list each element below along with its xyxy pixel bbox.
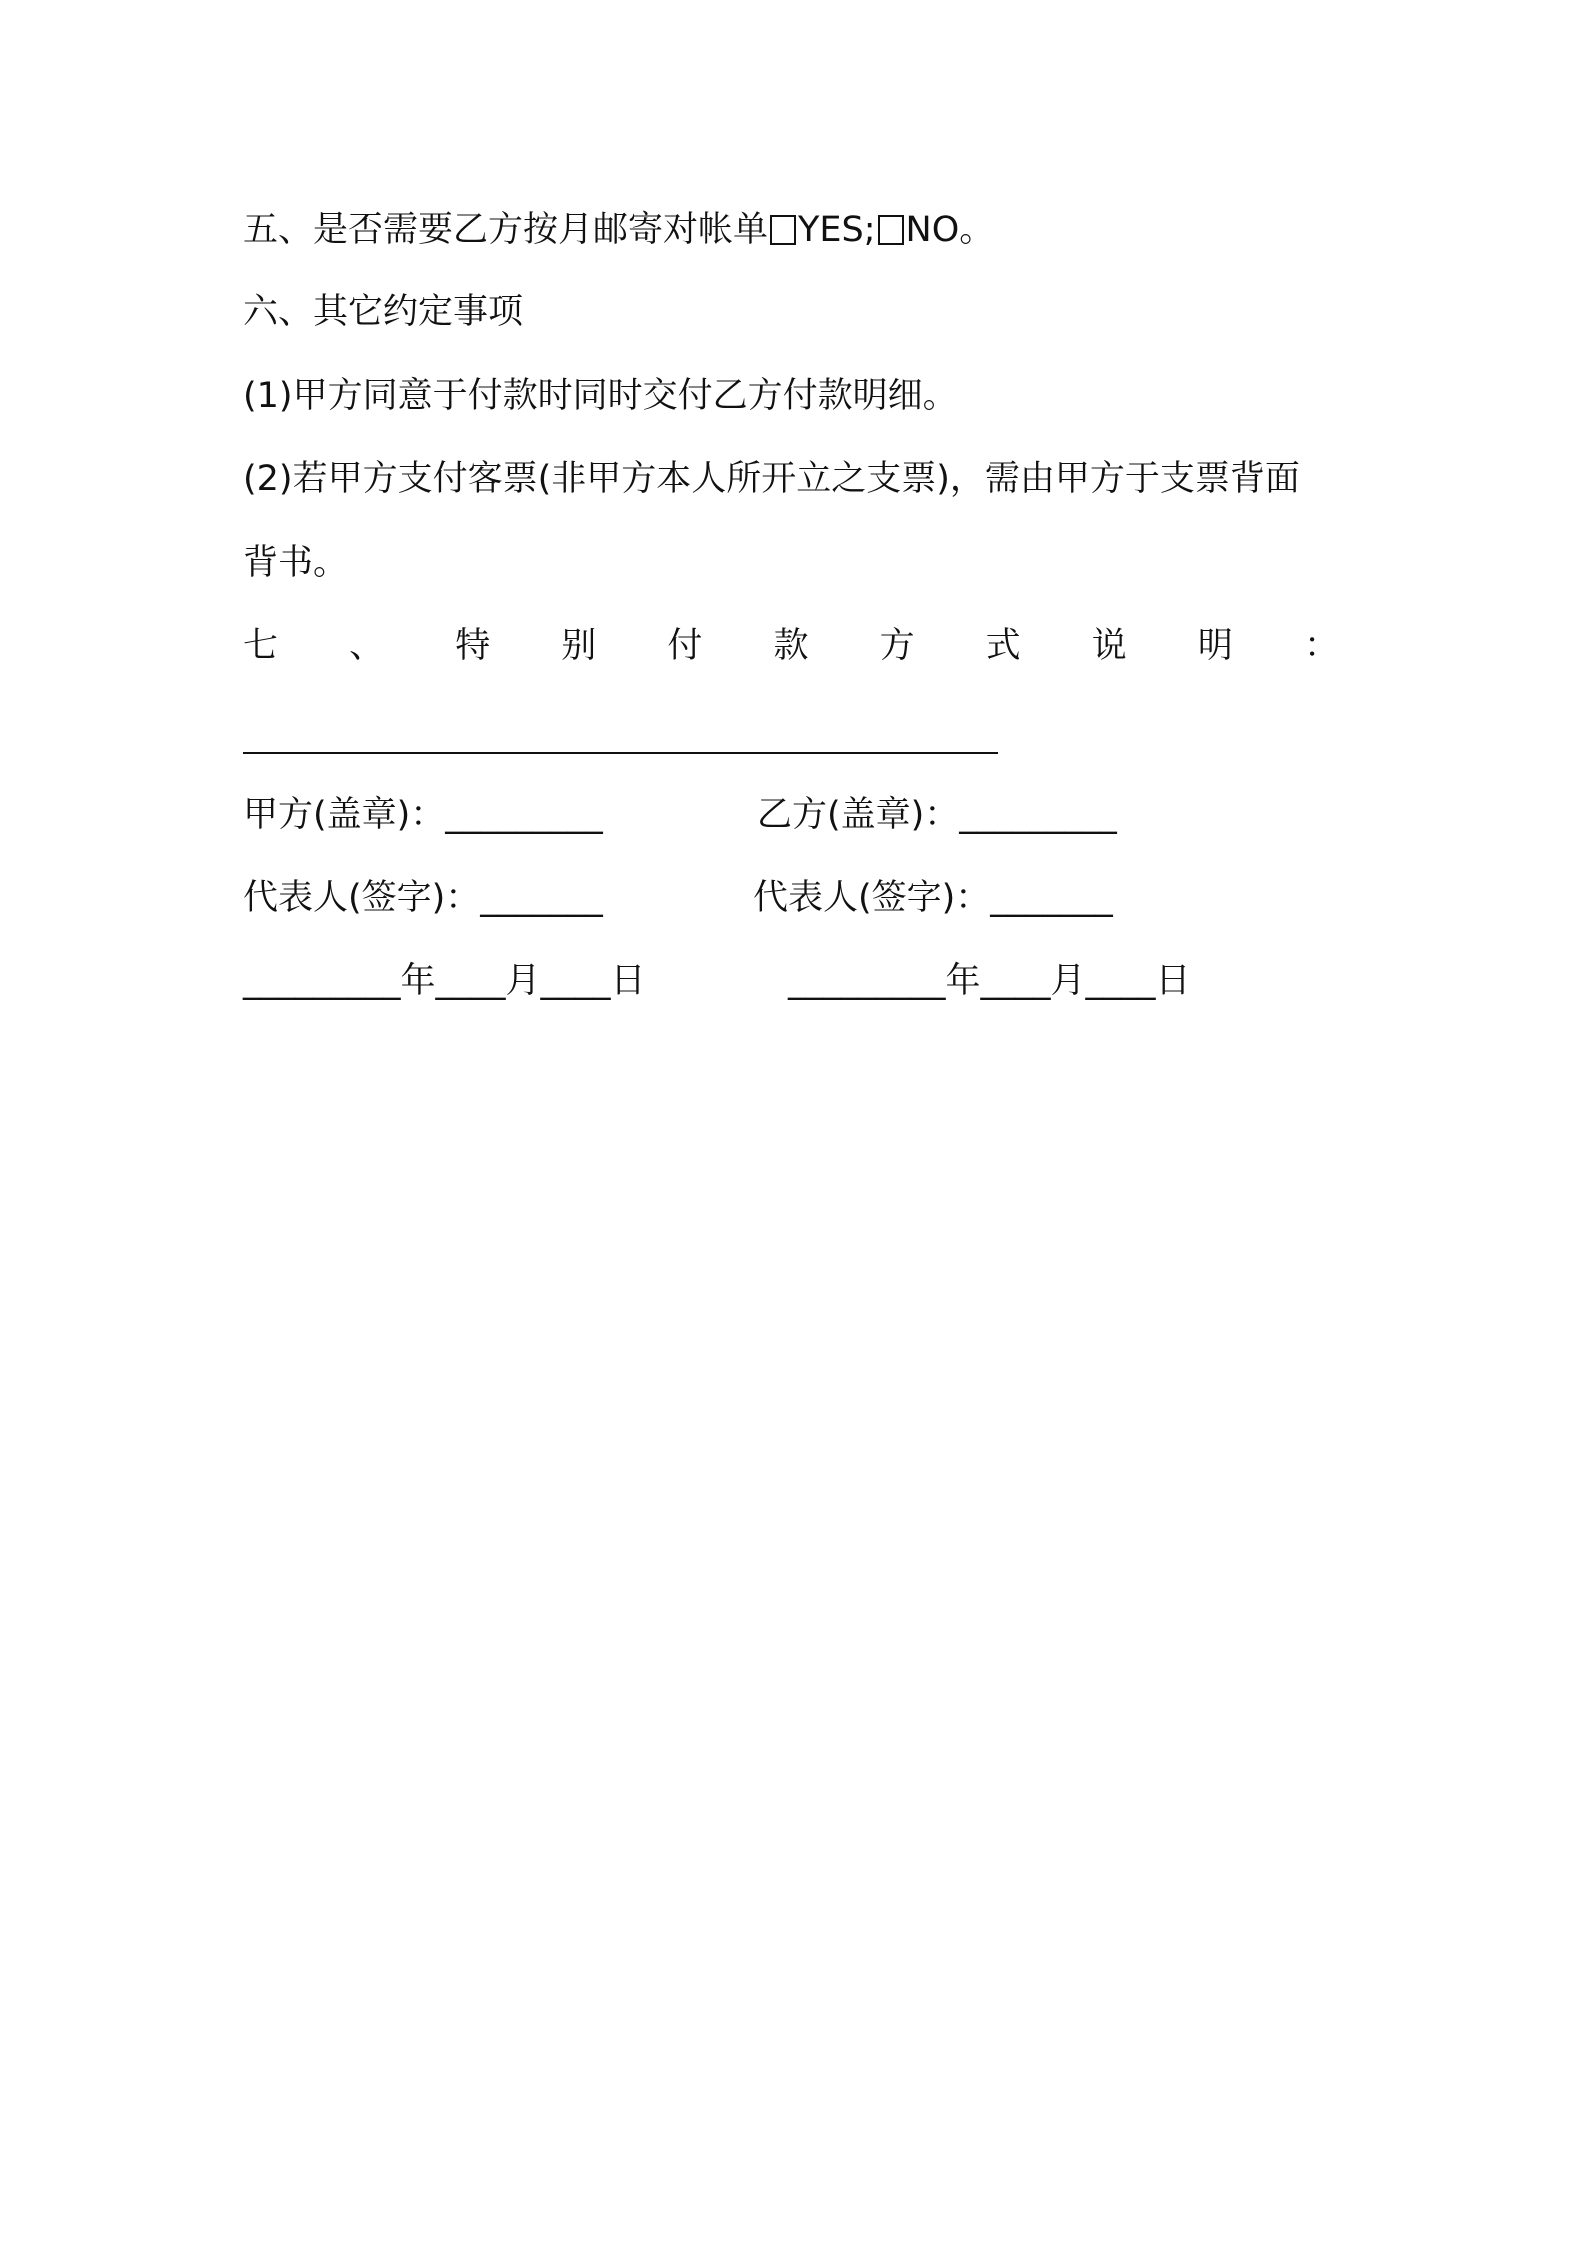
section-7-char: 付	[667, 626, 703, 666]
section-7-char: 、	[349, 626, 385, 666]
section-7-char: 说	[1091, 626, 1127, 666]
section-7-title	[243, 621, 1339, 671]
yes-label: YES;	[798, 210, 876, 250]
section-6-item-2-line-1: (2)若甲方支付客票(非甲方本人所开立之支票)，需由甲方于支票背面	[243, 459, 1300, 499]
section-7-blank-line[interactable]	[243, 752, 998, 754]
section-7-char: 七	[243, 626, 279, 666]
section-7-char: ：	[1303, 626, 1339, 666]
section-5-text: 五、是否需要乙方按月邮寄对帐单	[243, 210, 769, 250]
yes-checkbox[interactable]	[770, 215, 796, 245]
date-b: _________年____月____日	[788, 961, 1191, 1001]
section-6-item-1: (1)甲方同意于付款时同时交付乙方付款明细。	[243, 376, 958, 416]
no-checkbox[interactable]	[878, 215, 904, 245]
section-7-char: 特	[455, 626, 491, 666]
party-b-seal: 乙方(盖章)：_________	[757, 795, 1117, 835]
section-7-char: 明	[1197, 626, 1233, 666]
section-7-char: 方	[879, 626, 915, 666]
no-label: NO。	[905, 210, 995, 250]
section-7-char: 别	[561, 626, 597, 666]
representative-a-signature: 代表人(签字)：_______	[243, 878, 603, 918]
section-7-char: 式	[985, 626, 1021, 666]
section-7-char: 款	[773, 626, 809, 666]
date-a: _________年____月____日	[243, 961, 646, 1001]
section-6-title: 六、其它约定事项	[243, 292, 524, 332]
section-6-item-2-line-2: 背书。	[243, 543, 349, 583]
section-5-line	[243, 205, 994, 255]
party-a-seal: 甲方(盖章)：_________	[243, 795, 603, 835]
representative-b-signature: 代表人(签字)：_______	[753, 878, 1113, 918]
